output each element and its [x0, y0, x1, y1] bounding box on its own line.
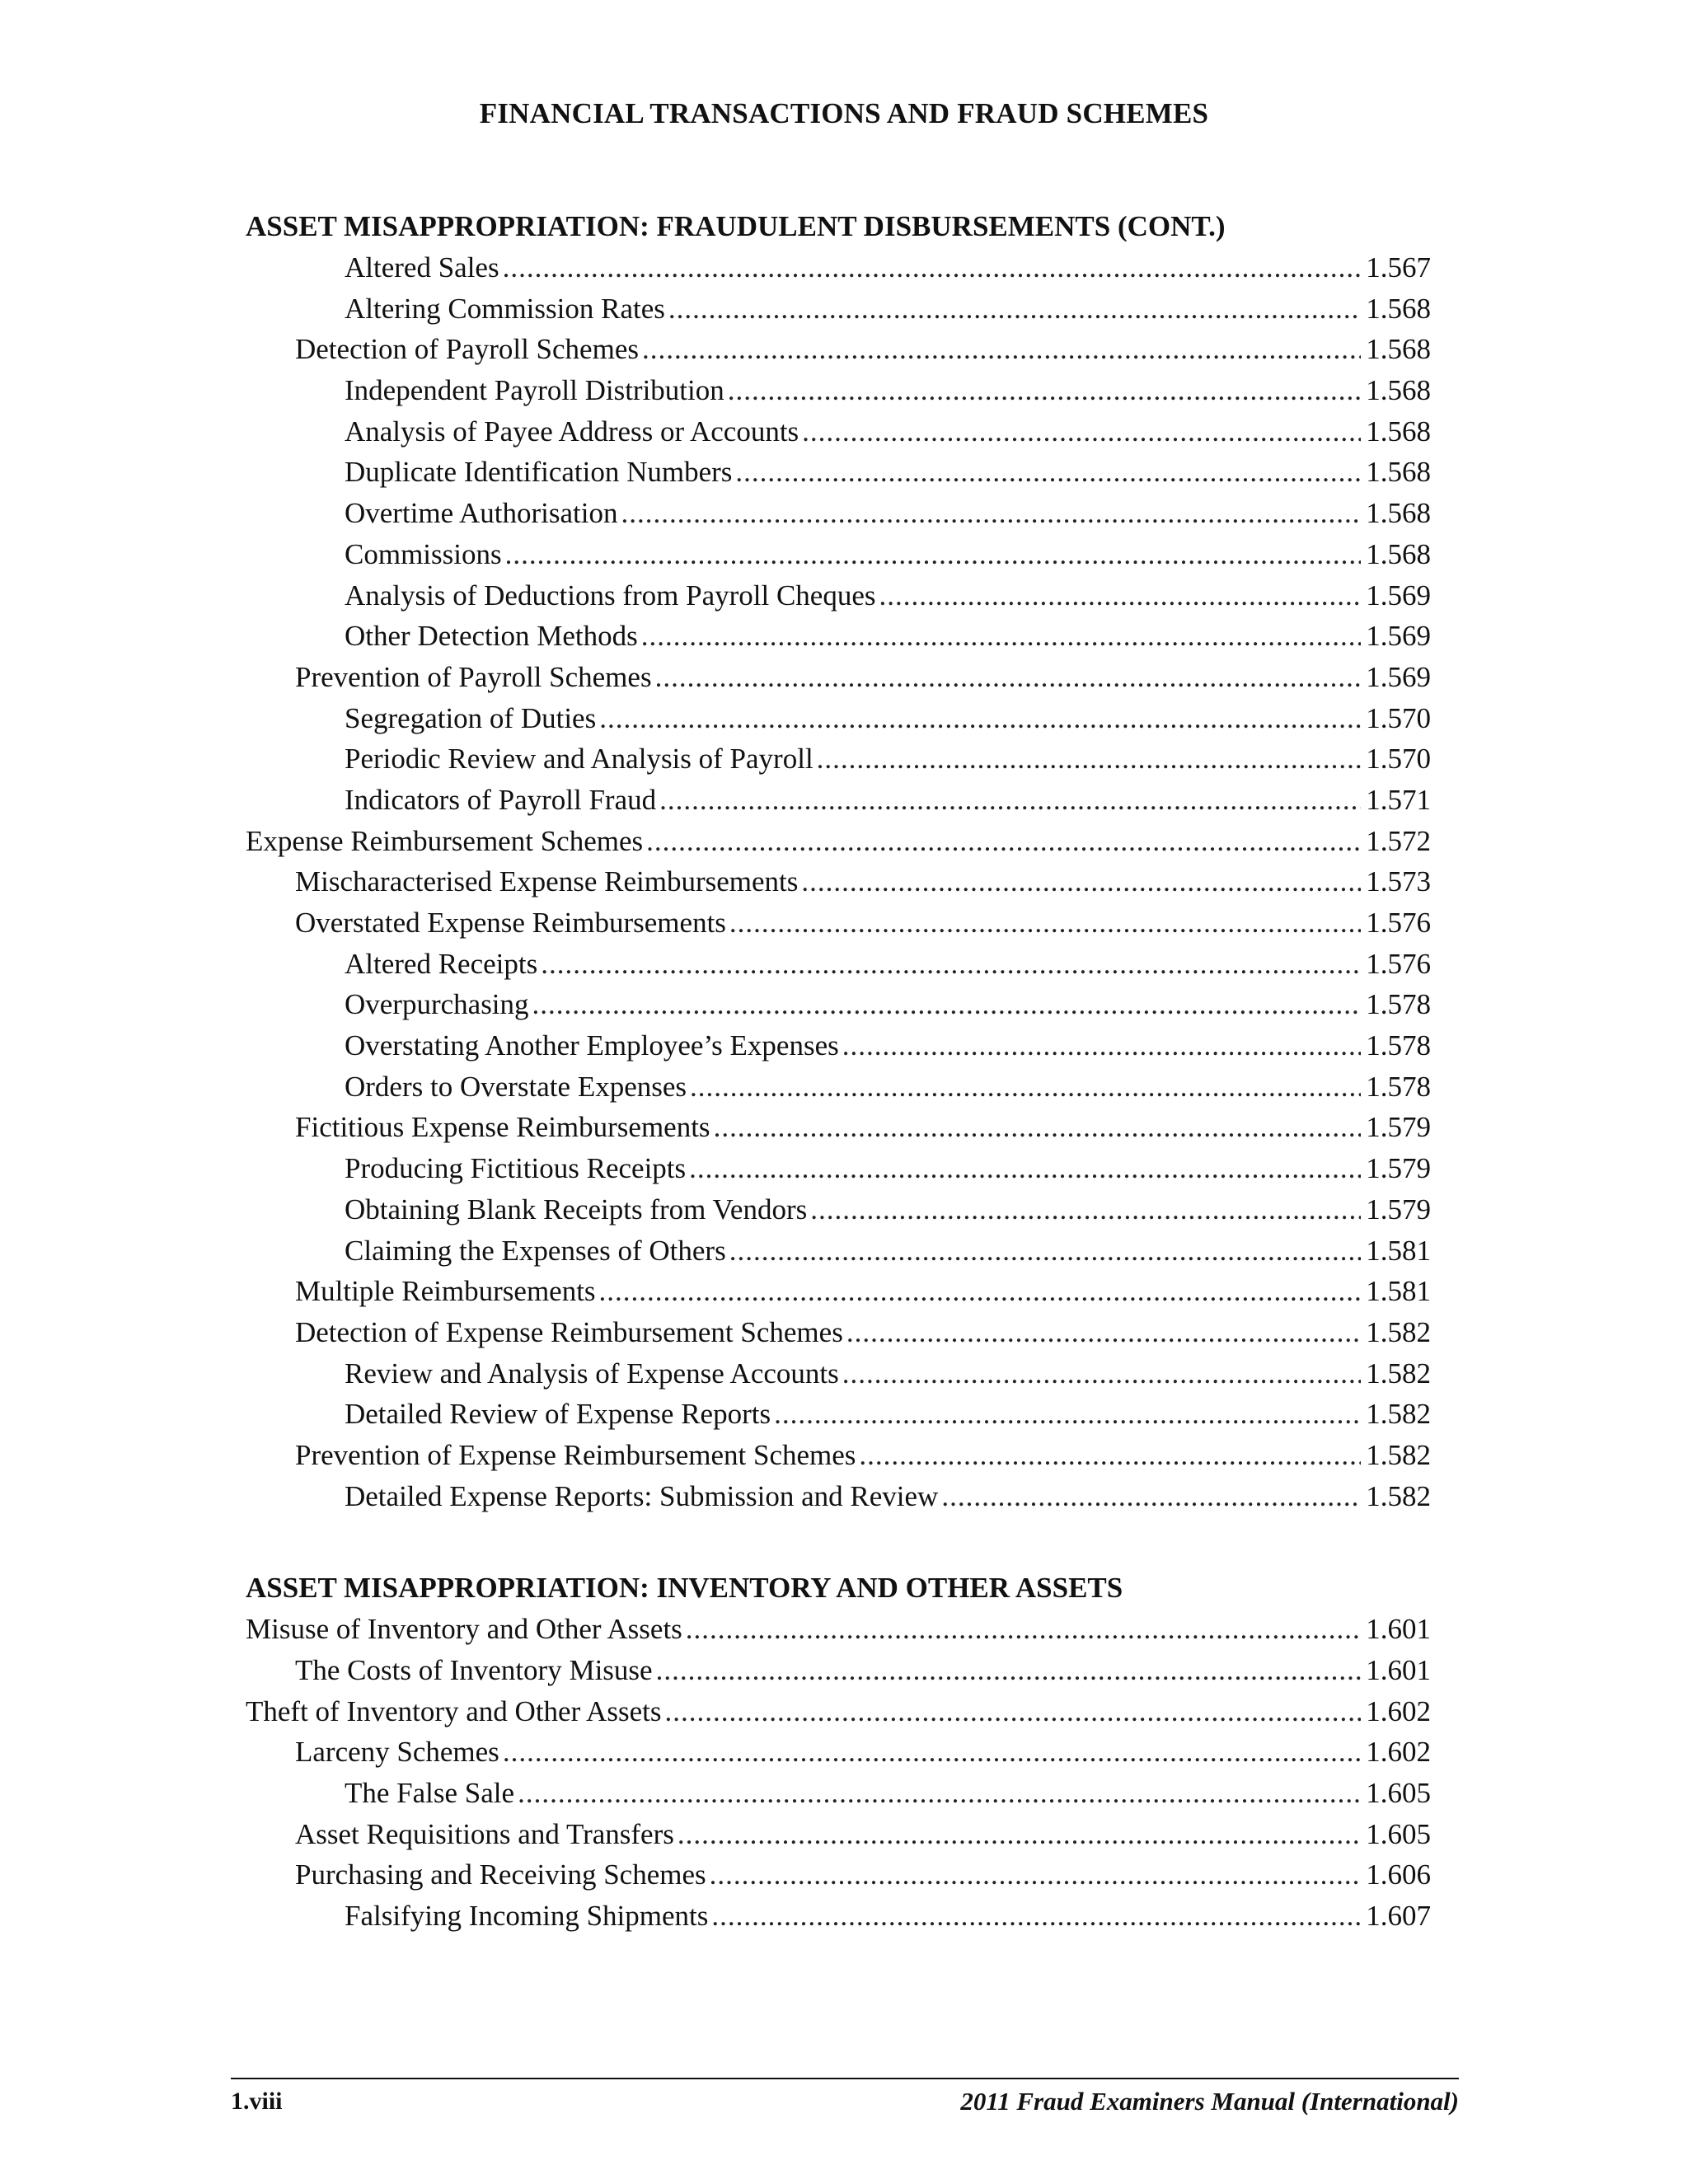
dot-leader	[641, 616, 1362, 657]
toc-entry-page-number: 1.579	[1366, 1193, 1431, 1226]
toc-entry-label: Purchasing and Receiving Schemes	[295, 1858, 706, 1891]
dot-leader	[668, 288, 1361, 330]
dot-leader	[689, 1148, 1361, 1189]
toc-entry[interactable]	[246, 1025, 1431, 1066]
toc-entry-page-number: 1.582	[1366, 1438, 1431, 1471]
toc-entry[interactable]	[246, 984, 1431, 1025]
toc-entry[interactable]	[246, 575, 1431, 616]
toc-entry-label: Claiming the Expenses of Others	[345, 1234, 726, 1267]
toc-entry-label: Asset Requisitions and Transfers	[295, 1817, 674, 1850]
dot-leader	[714, 1107, 1362, 1148]
dot-leader	[842, 1353, 1361, 1394]
toc-entry-page-number: 1.568	[1366, 374, 1431, 407]
footer-manual-title: 2011 Fraud Examiners Manual (International)	[960, 2087, 1459, 2116]
toc-entry[interactable]	[246, 1066, 1431, 1108]
toc-entry[interactable]	[246, 1896, 1431, 1937]
dot-leader	[817, 738, 1362, 780]
toc-entry-label: Indicators of Payroll Fraud	[345, 783, 657, 816]
footer-divider	[231, 2078, 1459, 2079]
toc-entry[interactable]	[246, 1271, 1431, 1312]
dot-leader	[642, 329, 1361, 370]
toc-entry-page-number: 1.572	[1366, 824, 1431, 857]
toc-entry-label: Altered Receipts	[345, 947, 538, 980]
toc-entry-page-number: 1.606	[1366, 1858, 1431, 1891]
toc-entry-label: Overpurchasing	[345, 988, 529, 1021]
toc-entry[interactable]	[246, 616, 1431, 657]
toc-entry[interactable]	[246, 370, 1431, 411]
dot-leader	[735, 452, 1361, 493]
toc-entry[interactable]	[246, 1773, 1431, 1814]
toc-entry[interactable]	[246, 902, 1431, 944]
toc-entry[interactable]	[246, 1148, 1431, 1189]
toc-entry-label: Duplicate Identification Numbers	[345, 456, 733, 489]
toc-entry-label: Overtime Authorisation	[345, 497, 618, 530]
toc-entry-page-number: 1.571	[1366, 783, 1431, 816]
toc-entry-page-number: 1.581	[1366, 1275, 1431, 1308]
dot-leader	[879, 575, 1362, 616]
toc-entry-page-number: 1.602	[1366, 1694, 1431, 1727]
toc-entry-page-number: 1.579	[1366, 1152, 1431, 1185]
toc-entry-page-number: 1.568	[1366, 333, 1431, 366]
toc-entry-page-number: 1.578	[1366, 1070, 1431, 1103]
toc-entry-page-number: 1.570	[1366, 701, 1431, 734]
dot-leader	[842, 1025, 1362, 1066]
toc-entry-label: Commissions	[345, 537, 502, 570]
section-heading: ASSET MISAPPROPRIATION: INVENTORY AND OTHER ASSETS	[246, 1572, 1123, 1605]
toc-entry[interactable]	[246, 1814, 1431, 1855]
toc-entry-page-number: 1.582	[1366, 1479, 1431, 1512]
toc-entry-page-number: 1.568	[1366, 537, 1431, 570]
toc-entry[interactable]	[246, 944, 1431, 985]
toc-entry-label: Prevention of Payroll Schemes	[295, 660, 652, 693]
toc-entry[interactable]	[246, 1650, 1431, 1691]
toc-entry-label: Orders to Overstate Expenses	[345, 1070, 687, 1103]
toc-entry-page-number: 1.567	[1366, 251, 1431, 284]
toc-entry-label: Review and Analysis of Expense Accounts	[345, 1357, 839, 1390]
toc-entry-page-number: 1.576	[1366, 947, 1431, 980]
toc-entry-label: Altered Sales	[345, 251, 499, 284]
dot-leader	[941, 1476, 1361, 1517]
dot-leader	[621, 493, 1361, 534]
dot-leader	[728, 370, 1361, 411]
toc-entry-label: The Costs of Inventory Misuse	[295, 1654, 653, 1686]
toc-entry[interactable]	[246, 1691, 1431, 1732]
toc-entry-label: Expense Reimbursement Schemes	[246, 824, 644, 857]
dot-leader	[711, 1896, 1361, 1937]
toc-entry-page-number: 1.582	[1366, 1315, 1431, 1348]
toc-entry[interactable]	[246, 1394, 1431, 1435]
toc-entry[interactable]	[246, 738, 1431, 780]
toc-entry[interactable]	[246, 288, 1431, 330]
dot-leader	[599, 1271, 1362, 1312]
toc-entry-page-number: 1.605	[1366, 1817, 1431, 1850]
table-of-contents	[246, 206, 1431, 1937]
toc-entry-page-number: 1.570	[1366, 743, 1431, 776]
toc-entry-page-number: 1.573	[1366, 865, 1431, 898]
toc-entry-page-number: 1.569	[1366, 620, 1431, 653]
dot-leader	[686, 1609, 1361, 1650]
toc-entry[interactable]	[246, 534, 1431, 575]
toc-entry-page-number: 1.568	[1366, 292, 1431, 325]
toc-entry-label: Overstating Another Employee’s Expenses	[345, 1029, 839, 1062]
toc-entry-label: Misuse of Inventory and Other Assets	[246, 1613, 682, 1646]
toc-entry[interactable]	[246, 1609, 1431, 1650]
toc-entry-label: Independent Payroll Distribution	[345, 374, 724, 407]
dot-leader	[503, 247, 1362, 288]
toc-entry-page-number: 1.602	[1366, 1736, 1431, 1769]
dot-leader	[656, 1650, 1362, 1691]
dot-leader	[503, 1732, 1361, 1773]
toc-entry[interactable]	[246, 247, 1431, 288]
toc-entry-page-number: 1.576	[1366, 907, 1431, 939]
dot-leader	[690, 1066, 1361, 1108]
footer-page-number: 1.viii	[231, 2088, 283, 2115]
dot-leader	[659, 780, 1361, 821]
dot-leader	[801, 861, 1361, 902]
toc-entry-label: Producing Fictitious Receipts	[345, 1152, 687, 1185]
toc-entry-page-number: 1.569	[1366, 660, 1431, 693]
toc-entry[interactable]	[246, 821, 1431, 862]
toc-entry-page-number: 1.579	[1366, 1111, 1431, 1144]
dot-leader	[802, 411, 1361, 452]
toc-entry-page-number: 1.578	[1366, 1029, 1431, 1062]
toc-entry[interactable]	[246, 657, 1431, 698]
toc-entry-page-number: 1.578	[1366, 988, 1431, 1021]
toc-entry-label: Multiple Reimbursements	[295, 1275, 596, 1308]
toc-entry-label: Other Detection Methods	[345, 620, 638, 653]
dot-leader	[859, 1435, 1361, 1476]
toc-entry[interactable]	[246, 1732, 1431, 1773]
toc-entry-label: Detection of Expense Reimbursement Schemes	[295, 1315, 843, 1348]
dot-leader	[846, 1312, 1361, 1353]
toc-entry[interactable]	[246, 1189, 1431, 1230]
toc-entry-page-number: 1.601	[1366, 1654, 1431, 1686]
toc-entry-label: Theft of Inventory and Other Assets	[246, 1694, 662, 1727]
toc-entry[interactable]	[246, 411, 1431, 452]
toc-entry-label: Periodic Review and Analysis of Payroll	[345, 743, 814, 776]
toc-entry-page-number: 1.568	[1366, 456, 1431, 489]
toc-entry-label: Altering Commission Rates	[345, 292, 665, 325]
dot-leader	[599, 698, 1361, 739]
dot-leader	[729, 1230, 1362, 1272]
toc-entry[interactable]	[246, 1230, 1431, 1272]
dot-leader	[710, 1854, 1362, 1896]
dot-leader	[655, 657, 1362, 698]
toc-entry[interactable]	[246, 1312, 1431, 1353]
toc-entry[interactable]	[246, 861, 1431, 902]
toc-entry[interactable]	[246, 452, 1431, 493]
toc-entry-page-number: 1.582	[1366, 1357, 1431, 1390]
toc-entry-label: Falsifying Incoming Shipments	[345, 1900, 709, 1933]
toc-entry[interactable]	[246, 1476, 1431, 1517]
dot-leader	[541, 944, 1361, 985]
section-spacer	[246, 1516, 1431, 1568]
dot-leader	[774, 1394, 1361, 1435]
toc-entry-label: Detection of Payroll Schemes	[295, 333, 639, 366]
toc-entry[interactable]	[246, 1107, 1431, 1148]
dot-leader	[664, 1691, 1361, 1732]
toc-entry-label: The False Sale	[345, 1777, 515, 1810]
section-heading: ASSET MISAPPROPRIATION: FRAUDULENT DISBURSEMENTS (CONT.)	[246, 210, 1226, 242]
toc-entry-label: Detailed Review of Expense Reports	[345, 1398, 771, 1431]
dot-leader	[505, 534, 1362, 575]
toc-entry[interactable]	[246, 780, 1431, 821]
toc-entry-label: Segregation of Duties	[345, 701, 597, 734]
toc-entry-label: Analysis of Payee Address or Accounts	[345, 415, 799, 448]
toc-entry-page-number: 1.568	[1366, 497, 1431, 530]
toc-entry-page-number: 1.605	[1366, 1777, 1431, 1810]
toc-entry-page-number: 1.601	[1366, 1613, 1431, 1646]
toc-entry-label: Detailed Expense Reports: Submission and Review	[345, 1479, 939, 1512]
toc-entry-page-number: 1.568	[1366, 415, 1431, 448]
dot-leader	[729, 902, 1361, 944]
page-title: FINANCIAL TRANSACTIONS AND FRAUD SCHEMES	[479, 97, 1209, 129]
toc-entry-page-number: 1.607	[1366, 1900, 1431, 1933]
toc-entry-page-number: 1.581	[1366, 1234, 1431, 1267]
toc-entry-page-number: 1.569	[1366, 579, 1431, 612]
toc-entry[interactable]	[246, 1353, 1431, 1394]
dot-leader	[532, 984, 1362, 1025]
toc-entry[interactable]	[246, 698, 1431, 739]
toc-entry-page-number: 1.582	[1366, 1398, 1431, 1431]
dot-leader	[518, 1773, 1361, 1814]
dot-leader	[678, 1814, 1361, 1855]
toc-entry[interactable]	[246, 493, 1431, 534]
toc-entry-label: Larceny Schemes	[295, 1736, 499, 1769]
toc-entry-label: Prevention of Expense Reimbursement Schemes	[295, 1438, 856, 1471]
toc-entry-label: Obtaining Blank Receipts from Vendors	[345, 1193, 808, 1226]
dot-leader	[810, 1189, 1361, 1230]
toc-entry-label: Analysis of Deductions from Payroll Cheques	[345, 579, 876, 612]
toc-entry[interactable]	[246, 329, 1431, 370]
toc-entry-label: Mischaracterised Expense Reimbursements	[295, 865, 799, 898]
toc-entry[interactable]	[246, 1854, 1431, 1896]
toc-entry-label: Fictitious Expense Reimbursements	[295, 1111, 710, 1144]
toc-entry-label: Overstated Expense Reimbursements	[295, 907, 726, 939]
dot-leader	[646, 821, 1361, 862]
toc-entry[interactable]	[246, 1435, 1431, 1476]
